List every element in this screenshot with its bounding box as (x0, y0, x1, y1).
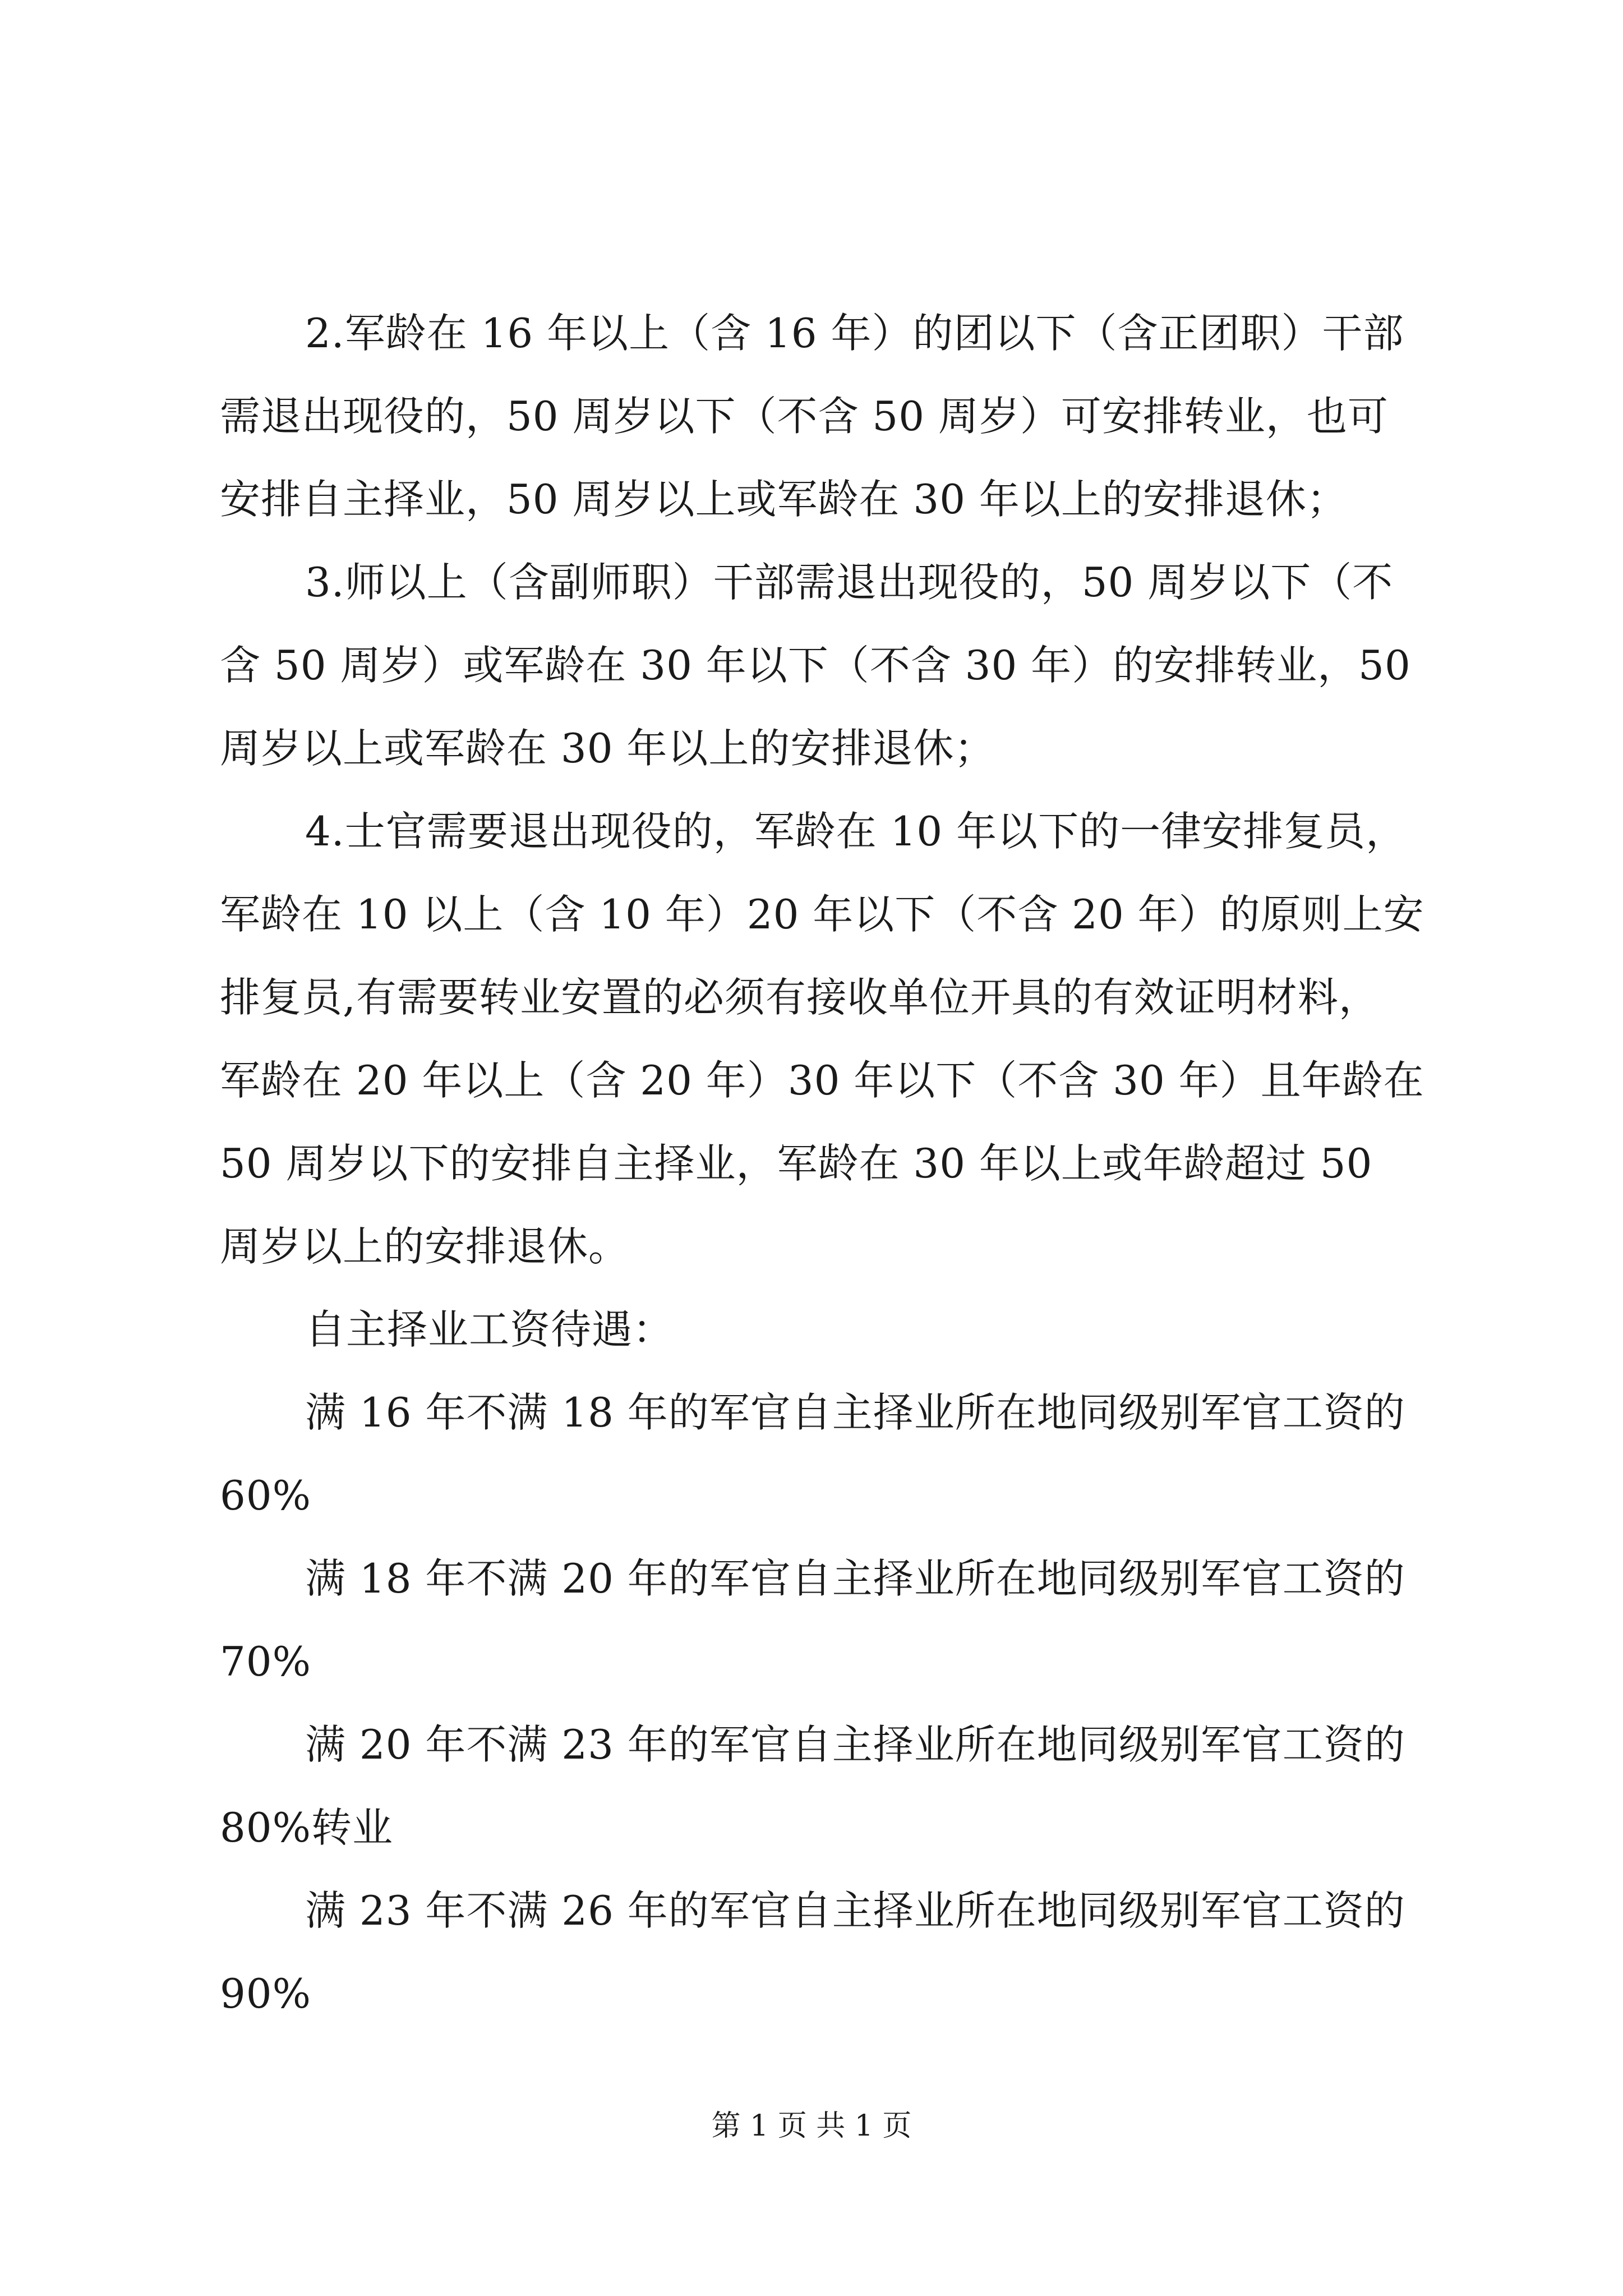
text-line: 2.军龄在 16 年以上（含 16 年）的团以下（含正团职）干部 (305, 310, 1404, 357)
text-line: 满 18 年不满 20 年的军官自主择业所在地同级别军官工资的 (305, 1555, 1405, 1602)
page-number-label: 第 1 页 共 1 页 (711, 2109, 912, 2143)
percentage-line: 90% (220, 1970, 312, 2017)
heading-line: 自主择业工资待遇： (305, 1306, 674, 1353)
text-line: 3.师以上（含副师职）干部需退出现役的，50 周岁以下（不 (305, 559, 1394, 606)
text-line: 50 周岁以下的安排自主择业，军龄在 30 年以上或年龄超过 50 (220, 1140, 1373, 1187)
percentage-line: 60% (220, 1472, 312, 1519)
text-line: 满 23 年不满 26 年的军官自主择业所在地同级别军官工资的 (305, 1887, 1405, 1934)
paragraph-item-3 (220, 541, 1420, 790)
text-line: 满 16 年不满 18 年的军官自主择业所在地同级别军官工资的 (305, 1389, 1405, 1436)
text-line: 周岁以上或军龄在 30 年以上的安排退休； (220, 725, 995, 772)
text-line: 安排自主择业，50 周岁以上或军龄在 30 年以上的安排退休； (220, 476, 1348, 523)
text-line: 含 50 周岁）或军龄在 30 年以下（不含 30 年）的安排转业，50 (220, 642, 1411, 689)
text-line: 军龄在 10 以上（含 10 年）20 年以下（不含 20 年）的原则上安 (220, 891, 1424, 938)
salary-item-23-26 (220, 1869, 1420, 2035)
text-line: 排复员,有需要转业安置的必须有接收单位开具的有效证明材料， (220, 974, 1380, 1021)
salary-item-16-18 (220, 1371, 1420, 1537)
text-line: 4.士官需要退出现役的，军龄在 10 年以下的一律安排复员， (305, 808, 1407, 855)
percentage-line: 80%转业 (220, 1804, 394, 1851)
salary-heading (220, 1288, 1420, 1371)
percentage-line: 70% (220, 1638, 312, 1685)
paragraph-item-2 (220, 292, 1420, 541)
text-line: 军龄在 20 年以上（含 20 年）30 年以下（不含 30 年）且年龄在 (220, 1057, 1424, 1104)
page-footer (0, 2106, 1623, 2146)
text-line: 周岁以上的安排退休。 (220, 1223, 630, 1270)
salary-item-18-20 (220, 1537, 1420, 1703)
document-body (220, 292, 1424, 2035)
salary-item-20-23 (220, 1703, 1420, 1869)
text-line: 满 20 年不满 23 年的军官自主择业所在地同级别军官工资的 (305, 1721, 1405, 1768)
text-line: 需退出现役的，50 周岁以下（不含 50 周岁）可安排转业，也可 (220, 393, 1389, 440)
paragraph-item-4 (220, 790, 1424, 1288)
